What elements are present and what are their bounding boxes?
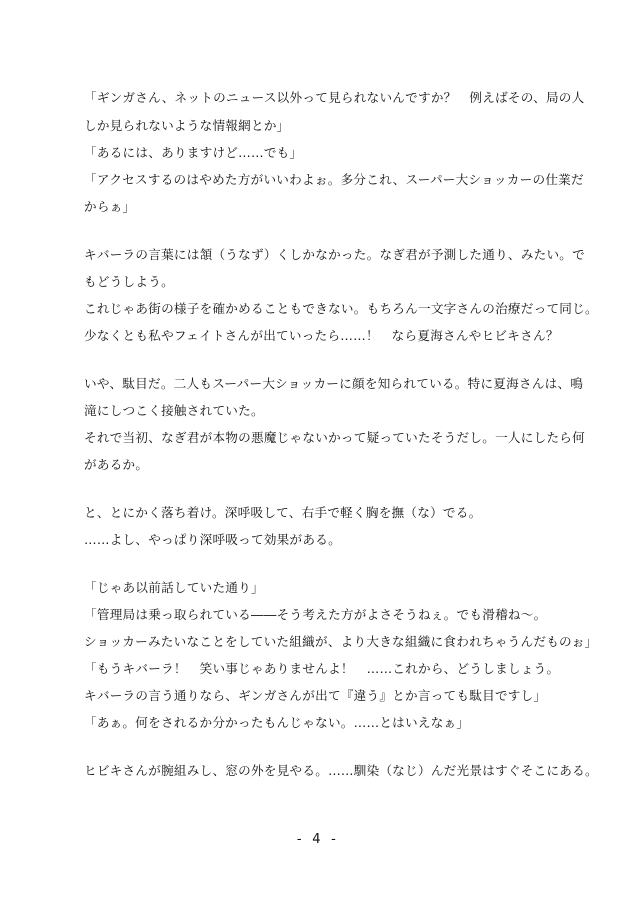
text-line: ショッカーみたいなことをしていた組織が、より大きな組織に食われちゃうんだものぉ」 (84, 634, 598, 649)
text-line: 少なくとも私やフェイトさんが出ていったら……！ なら夏海さんやヒビキさん？ (84, 328, 559, 343)
text-line: いや、駄目だ。二人もスーパー大ショッカーに顔を知られている。特に夏海さんは、鳴 (84, 376, 584, 391)
text-line: 滝にしつこく接触されていた。 (84, 403, 264, 418)
page-number: - 4 - (296, 832, 340, 847)
text-line: しか見られないような情報網とか」 (84, 118, 290, 133)
text-line: これじゃあ街の様子を確かめることもできない。もちろん一文字さんの治療だって同じ。 (84, 301, 598, 316)
text-line: もどうしよう。 (84, 274, 174, 289)
text-line: 「あるには、ありますけど……でも」 (84, 145, 303, 160)
text-line: 「ギンガさん、ネットのニュース以外って見られないんですか？ 例えばその、局の人 (84, 90, 585, 105)
text-line: ヒビキさんが腕組みし、窓の外を見やる。……馴染（なじ）んだ光景はすぐそこにある。 (84, 763, 598, 778)
text-line: 「アクセスするのはやめた方がいいわよぉ。多分これ、スーパー大ショッカーの仕業だ (84, 172, 584, 187)
text-line: それで当初、なぎ君が本物の悪魔じゃないかって疑っていたそうだし。一人にしたら何 (84, 430, 585, 445)
text-line: 「もうキバーラ！ 笑い事じゃありませんよ！ ……これから、どうしましょう。 (84, 661, 560, 676)
text-line: 「あぁ。何をされるか分かったもんじゃない。……とはいえなぁ」 (84, 715, 470, 730)
text-line: キバーラの言葉には頷（うなず）くしかなかった。なぎ君が予測した通り、みたい。で (84, 247, 585, 262)
text-line: ……よし、やっぱり深呼吸って効果がある。 (84, 532, 341, 547)
text-line: と、とにかく落ち着け。深呼吸して、右手で軽く胸を撫（な）でる。 (84, 505, 482, 520)
text-line: からぁ」 (84, 199, 136, 214)
text-line: 「じゃあ以前話していた通り」 (84, 580, 264, 595)
text-line: があるか。 (84, 457, 149, 472)
text-line: 「管理局は乗っ取られている――そう考えた方がよさそうねぇ。でも滑稽ね～。 (84, 607, 547, 622)
text-line: キバーラの言う通りなら、ギンガさんが出て『違う』とか言っても駄目ですし」 (84, 688, 547, 703)
